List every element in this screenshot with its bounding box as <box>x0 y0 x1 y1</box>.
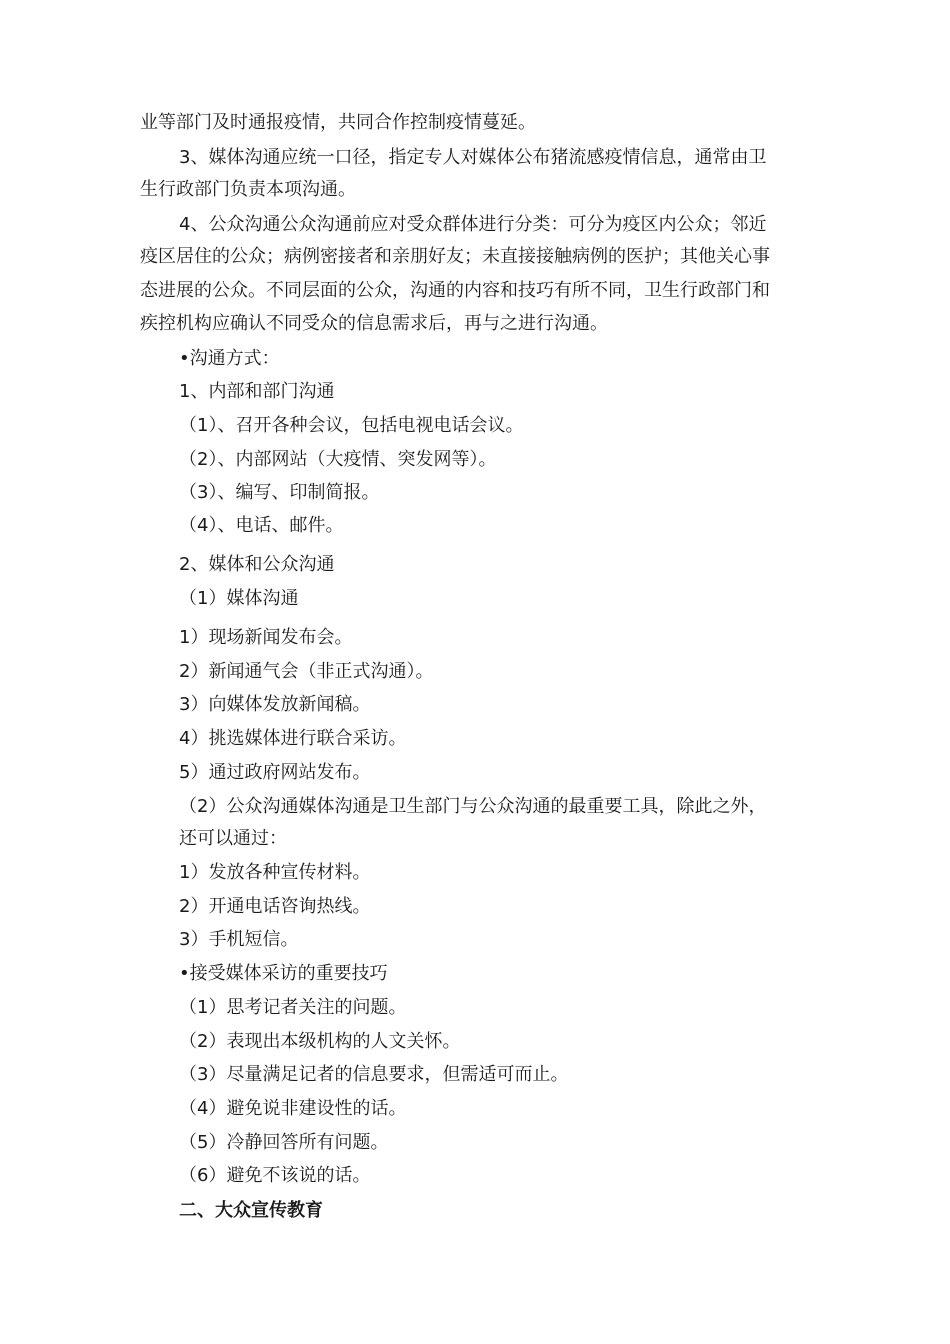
list-item: 1）发放各种宣传材料。 <box>179 862 371 883</box>
list-item: （1）思考记者关注的问题。 <box>179 997 407 1018</box>
paragraph-line: 态进展的公众。不同层面的公众，沟通的内容和技巧有所不同，卫生行政部门和 <box>140 280 770 301</box>
list-subheading: （1）媒体沟通 <box>179 588 299 609</box>
list-item: 5）通过政府网站发布。 <box>179 762 371 783</box>
list-item: 3）向媒体发放新闻稿。 <box>179 694 371 715</box>
paragraph-line: 还可以通过： <box>179 828 287 849</box>
list-item: （2）、内部网站（大疫情、突发网等）。 <box>179 449 497 470</box>
paragraph-line: 生行政部门负责本项沟通。 <box>140 179 356 200</box>
paragraph-line: 疫区居住的公众；病例密接者和亲朋好友；未直接接触病例的医护；其他关心事 <box>140 246 770 267</box>
list-item: 1）现场新闻发布会。 <box>179 627 353 648</box>
list-item: （6）避免不该说的话。 <box>179 1165 371 1186</box>
list-heading: 2、媒体和公众沟通 <box>179 554 335 575</box>
list-item: （3）尽量满足记者的信息要求，但需适可而止。 <box>179 1064 569 1085</box>
list-item: 2）新闻通气会（非正式沟通）。 <box>179 661 434 682</box>
list-subheading: （2）公众沟通媒体沟通是卫生部门与公众沟通的最重要工具，除此之外， <box>179 796 767 817</box>
section-heading: •接受媒体采访的重要技巧 <box>179 963 388 984</box>
chapter-heading: 二、大众宣传教育 <box>179 1200 323 1221</box>
list-heading: 1、内部和部门沟通 <box>179 381 335 402</box>
list-item: （2）表现出本级机构的人文关怀。 <box>179 1031 461 1052</box>
paragraph-line: 3、媒体沟通应统一口径，指定专人对媒体公布猪流感疫情信息，通常由卫 <box>179 147 767 168</box>
paragraph-line: 疾控机构应确认不同受众的信息需求后，再与之进行沟通。 <box>140 313 608 334</box>
list-item: 2）开通电话咨询热线。 <box>179 896 371 917</box>
list-item: （5）冷静回答所有问题。 <box>179 1132 389 1153</box>
list-item: （4）避免说非建设性的话。 <box>179 1098 407 1119</box>
list-item: （4）、电话、邮件。 <box>179 515 344 536</box>
list-item: 3）手机短信。 <box>179 929 299 950</box>
paragraph-line: 4、公众沟通公众沟通前应对受众群体进行分类：可分为疫区内公众；邻近 <box>179 214 767 235</box>
paragraph-line: 业等部门及时通报疫情，共同合作控制疫情蔓延。 <box>140 112 536 133</box>
list-item: 4）挑选媒体进行联合采访。 <box>179 728 407 749</box>
list-item: （1）、召开各种会议，包括电视电话会议。 <box>179 415 524 436</box>
section-heading: •沟通方式： <box>179 348 280 369</box>
list-item: （3）、编写、印制简报。 <box>179 482 380 503</box>
